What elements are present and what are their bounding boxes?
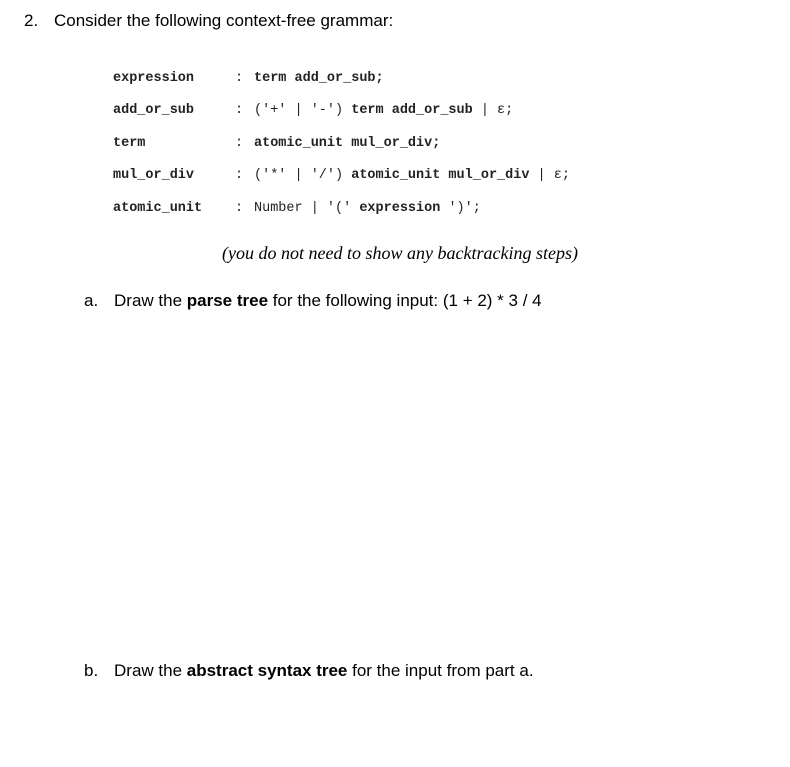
rule-lhs: add_or_sub (113, 103, 195, 118)
rule-separator: : (235, 71, 244, 86)
rule-rhs (254, 103, 513, 118)
rule-rhs-segment: ('+' | '-') (254, 103, 352, 118)
rule-rhs-segment: | ε; (472, 103, 514, 118)
rule-lhs: mul_or_div (113, 168, 195, 183)
question-heading (24, 11, 393, 31)
rule-rhs (254, 201, 481, 216)
rule-rhs-segment: atomic_unit mul_or_div (351, 168, 530, 183)
rule-rhs-segment: atomic_unit mul_or_div; (254, 136, 441, 151)
part-text: Draw the (114, 291, 187, 310)
rule-lhs: expression (113, 71, 195, 86)
part-emphasis: parse tree (186, 291, 269, 310)
rule-separator: : (235, 168, 244, 183)
part-label: b. (84, 661, 99, 680)
question-number: 2. (24, 11, 39, 30)
rule-separator: : (235, 103, 244, 118)
part-emphasis: abstract syntax tree (186, 661, 348, 680)
part-text: for the following input: (1 + 2) * 3 / 4 (268, 291, 542, 310)
backtracking-note: (you do not need to show any backtracking steps) (222, 243, 578, 263)
part-label: a. (84, 291, 99, 310)
part-text: for the input from part a. (347, 661, 534, 680)
rule-lhs: term (113, 136, 146, 151)
part-b (84, 661, 534, 681)
rule-rhs-segment: term add_or_sub; (254, 71, 384, 86)
rule-separator: : (235, 201, 244, 216)
rule-rhs-segment: term add_or_sub (351, 103, 473, 118)
rule-rhs-segment: | ε; (529, 168, 570, 183)
rule-rhs (254, 136, 440, 151)
rule-rhs-segment: Number | '(' (254, 201, 360, 216)
question-text: Consider the following context-free grammar: (54, 11, 394, 30)
rule-rhs-segment: ('*' | '/') (254, 168, 352, 183)
rule-rhs-segment: ')'; (440, 201, 481, 216)
part-text: Draw the (114, 661, 187, 680)
rule-separator: : (235, 136, 244, 151)
part-a (84, 291, 542, 311)
rule-rhs (254, 168, 570, 183)
rule-rhs-segment: expression (359, 201, 441, 216)
rule-rhs (254, 71, 384, 86)
rule-lhs: atomic_unit (113, 201, 203, 216)
